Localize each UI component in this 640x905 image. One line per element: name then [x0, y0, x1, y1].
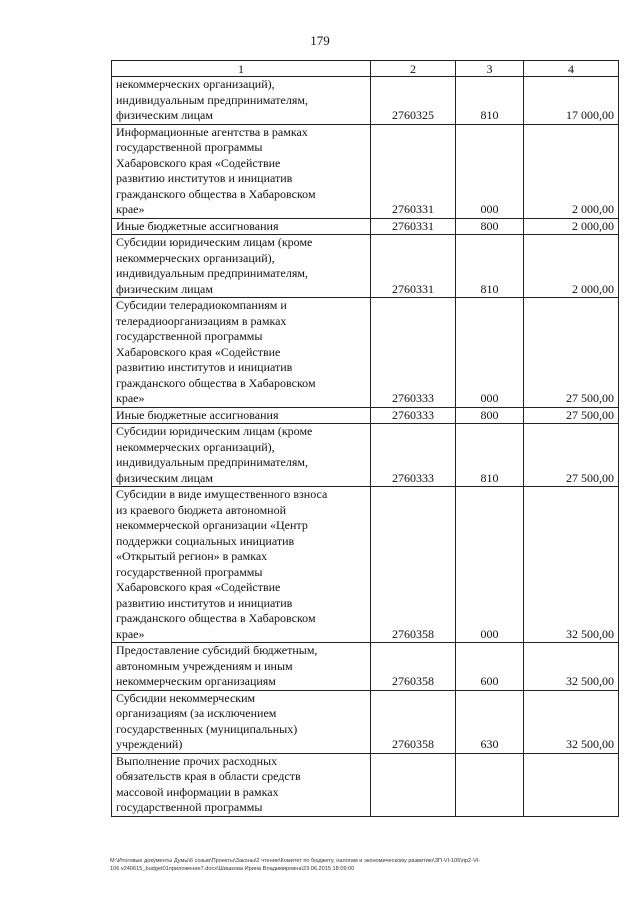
- description-line: Субсидии юридическим лицам (кроме: [116, 424, 313, 438]
- row-expense-type: 800: [456, 407, 524, 424]
- description-line: государственной программы: [116, 329, 263, 343]
- table-row: [112, 424, 619, 487]
- description-line: автономным учреждениям и иным: [116, 658, 293, 673]
- row-description: [112, 424, 371, 487]
- description-line: некоммерческим организациям: [116, 674, 276, 688]
- table-row: [112, 407, 619, 424]
- description-line: Информационные агентства в рамках: [116, 124, 308, 139]
- document-footer: [110, 857, 625, 873]
- row-target-code: 2760331: [371, 218, 456, 235]
- description-line: государственной программы: [116, 800, 263, 814]
- column-header-2: 2: [371, 61, 456, 77]
- description-line: Выполнение прочих расходных: [116, 753, 278, 768]
- row-description: [112, 487, 371, 643]
- description-line: государственной программы: [116, 140, 263, 154]
- row-target-code: 2760358: [371, 690, 456, 753]
- description-line: физическим лицам: [116, 108, 213, 122]
- row-amount: 32 500,00: [524, 690, 619, 753]
- description-line: Субсидии в виде имущественного взноса: [116, 487, 328, 501]
- column-header-4: 4: [524, 61, 619, 77]
- row-description: [112, 753, 371, 816]
- footer-path-line-1: М:\Итоговые документы Думы\6 созыв\Проекты\Законы\2 чтение\Комитет по бюджету, налогам и экономическому развитию\ЗП-VI-106\пр2-VI-: [110, 858, 481, 864]
- description-line: гражданского общества в Хабаровском: [116, 186, 316, 201]
- column-header-3: 3: [456, 61, 524, 77]
- row-expense-type: 800: [456, 218, 524, 235]
- description-line: Субсидии некоммерческим: [116, 690, 256, 705]
- row-description: [112, 235, 371, 298]
- table-row: [112, 298, 619, 408]
- row-expense-type: 000: [456, 124, 524, 218]
- description-line: развитию институтов и инициатив: [116, 595, 293, 610]
- row-target-code: 2760333: [371, 298, 456, 408]
- description-line: поддержки социальных инициатив: [116, 533, 295, 548]
- row-amount: 27 500,00: [524, 407, 619, 424]
- description-line: Субсидии телерадиокомпаниям и: [116, 298, 287, 312]
- description-line: учреждений): [116, 737, 183, 751]
- row-description: [112, 407, 371, 424]
- table-row: [112, 643, 619, 691]
- row-target-code: 2760358: [371, 643, 456, 691]
- footer-path-line-2: 106 v240615_budget01приложение7.docx\Шишкова Ирина Владимировна\23.06.2015 18:09:00: [110, 866, 355, 872]
- description-line: крае»: [116, 391, 145, 405]
- row-target-code: 2760333: [371, 407, 456, 424]
- row-target-code: 2760331: [371, 124, 456, 218]
- description-line: «Открытый регион» в рамках: [116, 549, 268, 563]
- table-row: [112, 753, 619, 816]
- description-line: развитию институтов и инициатив: [116, 171, 293, 185]
- row-amount: 27 500,00: [524, 298, 619, 408]
- description-line: обязательств края в области средств: [116, 769, 301, 783]
- row-expense-type: 810: [456, 235, 524, 298]
- row-amount: 2 000,00: [524, 235, 619, 298]
- column-header-1: 1: [112, 61, 371, 77]
- table-row: [112, 487, 619, 643]
- row-description: [112, 690, 371, 753]
- description-line: из краевого бюджета автономной: [116, 502, 287, 517]
- row-expense-type: 600: [456, 643, 524, 691]
- row-description: [112, 218, 371, 235]
- row-expense-type: [456, 753, 524, 816]
- row-expense-type: 000: [456, 298, 524, 408]
- description-line: индивидуальным предпринимателям,: [116, 455, 308, 469]
- description-line: крае»: [116, 626, 145, 641]
- row-amount: 17 000,00: [524, 77, 619, 125]
- row-expense-type: 810: [456, 424, 524, 487]
- table-body: [112, 77, 619, 817]
- row-amount: 27 500,00: [524, 424, 619, 487]
- description-line: гражданского общества в Хабаровском: [116, 375, 316, 390]
- row-amount: 2 000,00: [524, 218, 619, 235]
- row-target-code: [371, 753, 456, 816]
- table-row: [112, 218, 619, 235]
- table-row: [112, 77, 619, 125]
- row-target-code: 2760333: [371, 424, 456, 487]
- row-description: [112, 298, 371, 408]
- page-number: 179: [310, 33, 330, 48]
- row-amount: [524, 753, 619, 816]
- row-target-code: 2760358: [371, 487, 456, 643]
- row-expense-type: 810: [456, 77, 524, 125]
- row-target-code: 2760331: [371, 235, 456, 298]
- description-line: индивидуальным предпринимателям,: [116, 92, 308, 107]
- description-line: государственной программы: [116, 564, 263, 579]
- description-line: Иные бюджетные ассигнования: [116, 407, 279, 422]
- row-amount: 2 000,00: [524, 124, 619, 218]
- description-line: некоммерческих организаций),: [116, 77, 275, 91]
- description-line: некоммерческих организаций),: [116, 250, 275, 265]
- description-line: физическим лицам: [116, 281, 213, 296]
- row-expense-type: 000: [456, 487, 524, 643]
- description-line: развитию институтов и инициатив: [116, 360, 293, 374]
- description-line: некоммерческих организаций),: [116, 439, 275, 454]
- description-line: Субсидии юридическим лицам (кроме: [116, 235, 313, 249]
- description-line: организациям (за исключением: [116, 706, 277, 720]
- description-line: государственных (муниципальных): [116, 721, 298, 736]
- row-target-code: 2760325: [371, 77, 456, 125]
- description-line: физическим лицам: [116, 470, 213, 485]
- description-line: телерадиоорганизациям в рамках: [116, 313, 287, 328]
- table-row: [112, 124, 619, 218]
- header-row: [112, 61, 619, 77]
- table-row: [112, 690, 619, 753]
- description-line: индивидуальным предпринимателям,: [116, 266, 308, 280]
- description-line: гражданского общества в Хабаровском: [116, 611, 316, 625]
- description-line: Предоставление субсидий бюджетным,: [116, 643, 318, 657]
- description-line: Иные бюджетные ассигнования: [116, 218, 279, 233]
- description-line: крае»: [116, 202, 145, 216]
- description-line: массовой информации в рамках: [116, 784, 279, 799]
- row-amount: 32 500,00: [524, 487, 619, 643]
- row-expense-type: 630: [456, 690, 524, 753]
- row-description: [112, 77, 371, 125]
- budget-table: [111, 60, 619, 817]
- description-line: Хабаровского края «Содействие: [116, 155, 281, 170]
- description-line: Хабаровского края «Содействие: [116, 580, 281, 594]
- table-row: [112, 235, 619, 298]
- description-line: некоммерческой организации «Центр: [116, 518, 308, 532]
- row-description: [112, 124, 371, 218]
- row-amount: 32 500,00: [524, 643, 619, 691]
- row-description: [112, 643, 371, 691]
- description-line: Хабаровского края «Содействие: [116, 344, 281, 359]
